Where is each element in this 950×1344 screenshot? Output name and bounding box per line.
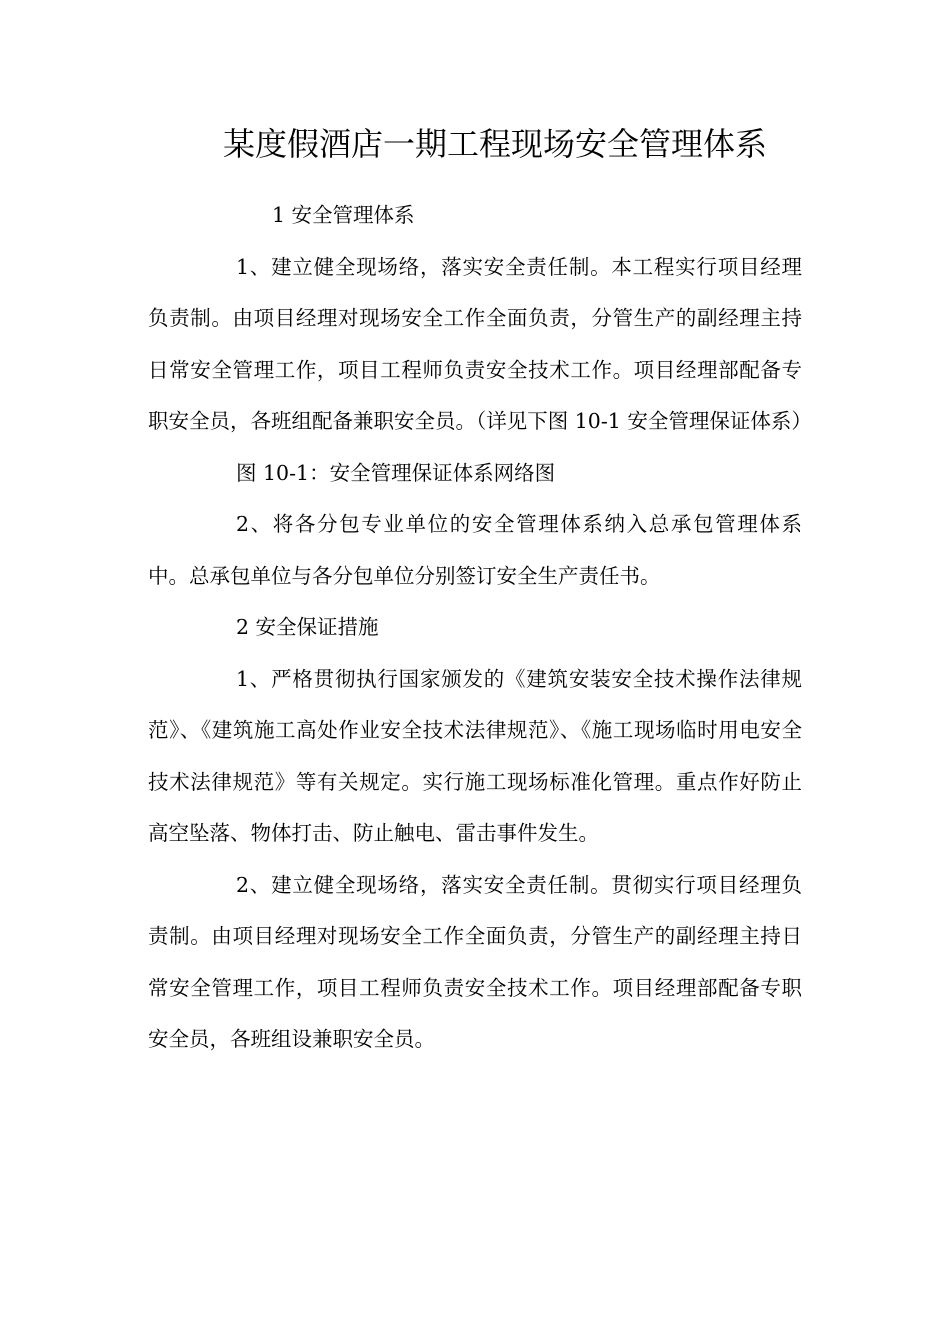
figure-caption: 图 10-1：安全管理保证体系网络图 xyxy=(236,460,556,485)
section-2-paragraph-1: 1、严格贯彻执行国家颁发的《建筑安装安全技术操作法律规范》、《建筑施工高处作业安全技术法律规范》、《施工现场临时用电安全技术法律规范》等有关规定。实行施工现场标准化管理。重点作好防止高空坠落、物体打击、防止触电、雷击事件发生。 xyxy=(148,666,802,845)
section-2-paragraph-2: 2、建立健全现场络，落实安全责任制。贯彻实行项目经理负责制。由项目经理对现场安全工作全面负责，分管生产的副经理主持日常安全管理工作，项目工程师负责安全技术工作。项目经理部配备专职安全员，各班组设兼职安全员。 xyxy=(148,872,802,1051)
document-body xyxy=(148,190,812,1066)
section-1-heading: 1 安全管理体系 xyxy=(272,203,415,227)
document-title: 某度假酒店一期工程现场安全管理体系 xyxy=(223,125,768,163)
section-1-paragraph-1: 1、建立健全现场络，落实安全责任制。本工程实行项目经理负责制。由项目经理对现场安全工作全面负责，分管生产的副经理主持日常安全管理工作，项目工程师负责安全技术工作。项目经理部配备专职安全员，各班组配备兼职安全员。（详见下图 10-1 安全管理保证体系） xyxy=(148,254,812,433)
section-2-heading: 2 安全保证措施 xyxy=(236,615,379,639)
section-1-paragraph-2: 2、将各分包专业单位的安全管理体系纳入总承包管理体系中。总承包单位与各分包单位分别签订安全生产责任书。 xyxy=(148,512,802,588)
